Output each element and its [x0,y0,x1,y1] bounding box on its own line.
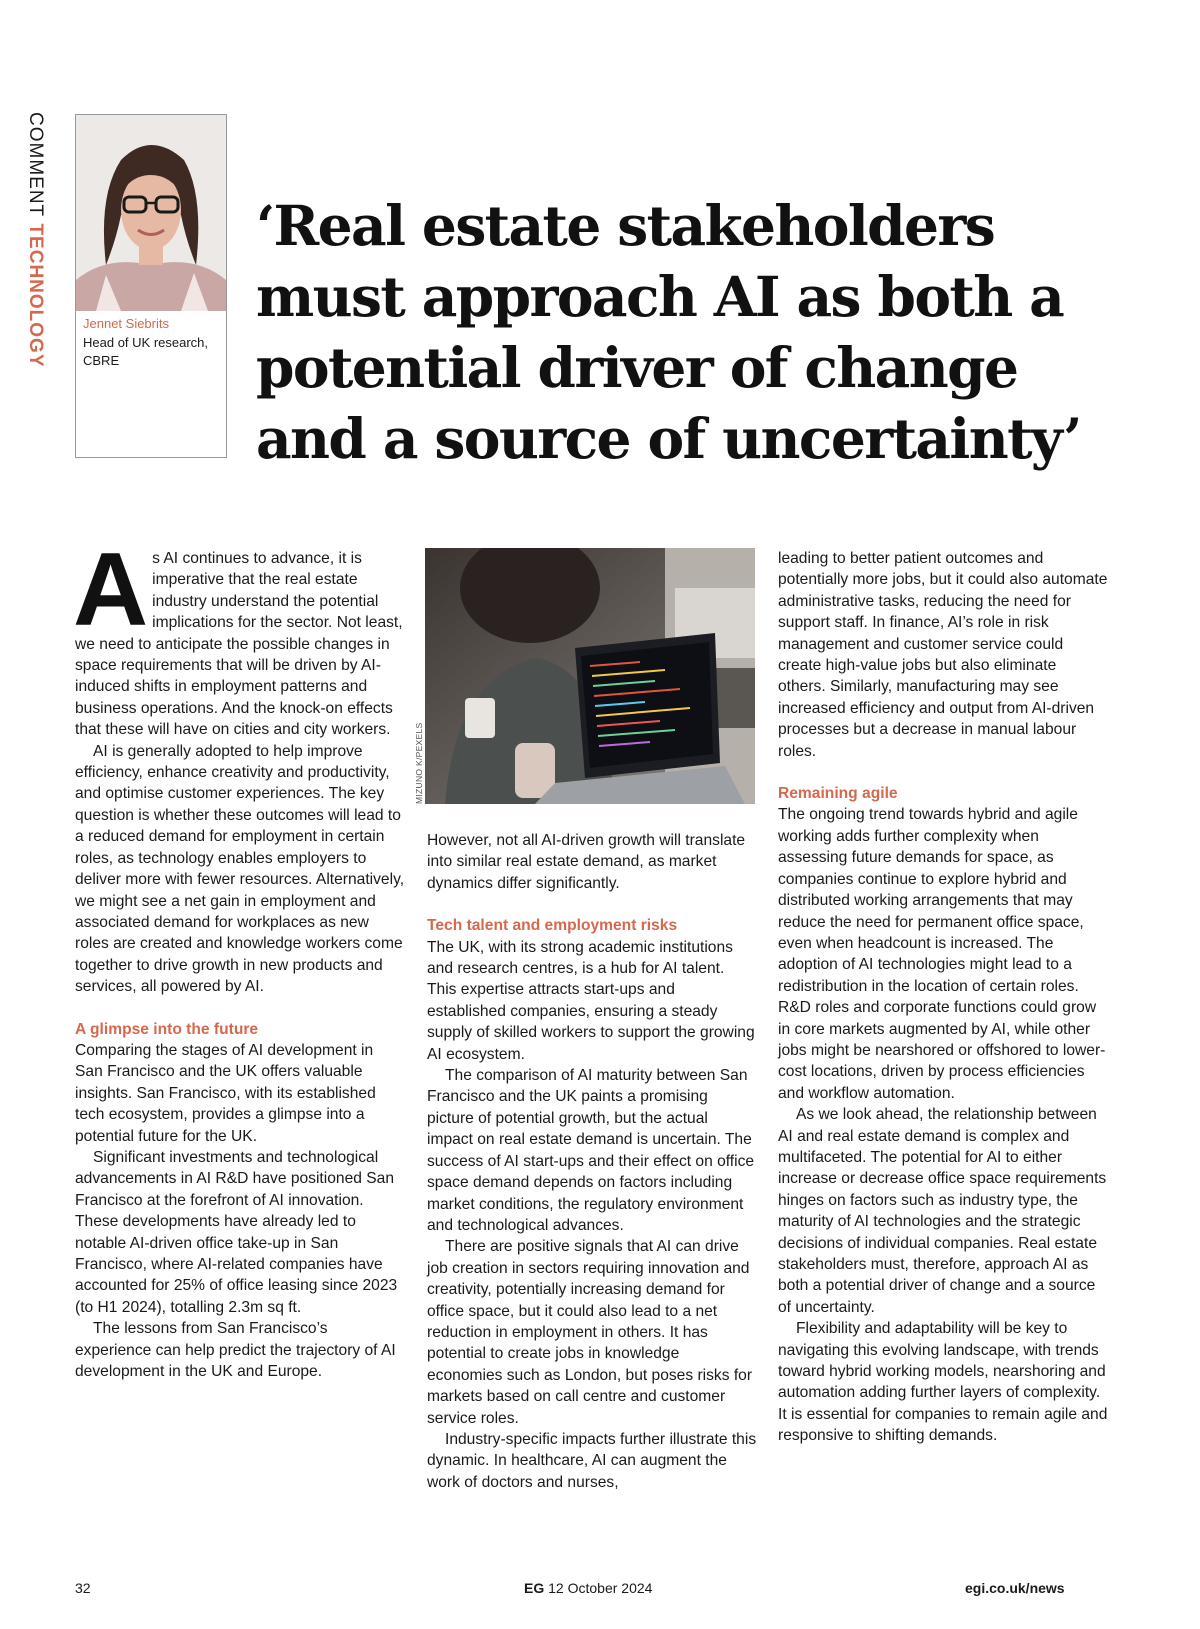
subheading: Remaining agile [778,785,898,803]
paragraph: Flexibility and adaptability will be key to navigating this evolving landscape, with trends toward hybrid working models, nearshoring and automation adding further layers of complexity. It is essential for companies to remain agile and responsive to shifting demands. [778,1320,1108,1445]
author-name: Jennet Siebrits [83,316,169,331]
article-column-2 [414,548,757,1493]
paragraph: The comparison of AI maturity between San Francisco and the UK paints a promising picture of potential growth, but the actual impact on real estate demand is uncertain. The success of AI start-ups and their effect on office space demand depends on factors including market conditions, the regulatory environment and technological advances. [427,1067,755,1234]
article-column-1 [73,532,405,1382]
paragraph: However, not all AI-driven growth will translate into similar real estate demand, as market dynamics differ significantly. [427,832,746,892]
paragraph: Significant investments and technological advancements in AI R&D have positioned San Francisco at the forefront of AI innovation. These developments have already led to notable AI-driven office take-up in San Francisco, where AI-related companies have accounted for 25% of office leasing since 2023 (to H1 2024), totalling 2.3m sq ft. [75,1148,398,1316]
paragraph: Comparing the stages of AI development in San Francisco and the UK offers valuable insights. San Francisco, with its established tech ecosystem, provides a glimpse into a potential future for the UK. [75,1041,376,1145]
article-column-3 [778,548,1108,1447]
section-name: TECHNOLOGY [25,223,46,368]
paragraph: The UK, with its strong academic institutions and research centres, is a hub for AI talent. This expertise attracts start-ups and established companies, ensuring a steady supply of skilled workers to support the growing AI ecosystem. [427,938,755,1063]
drop-cap: A [73,532,149,648]
paragraph [73,532,405,741]
paragraph: leading to better patient outcomes and potentially more jobs, but it could also automate administrative tasks, reducing the need for support staff. In finance, AI’s role in risk management and customer service could create high-value jobs but also eliminate others. Similarly, manufacturing may see increased efficiency and output from AI-driven processes but a decrease in manual labour roles. [778,550,1108,760]
page-number: 32 [75,1580,91,1596]
author-portrait [76,115,226,311]
author-card [75,114,227,458]
photo-credit: MIZUNO K/PEXELS [414,722,424,804]
paragraph: The ongoing trend towards hybrid and agile working adds further complexity when assessing future demands for space, as companies continue to explore hybrid and distributed working arrangements that may reduce the need for permanent office space, even when headcount is increased. The adoption of AI technologies might lead to a redistribution in the location of certain roles. R&D roles and corporate functions could grow in core markets augmented by AI, while other jobs might be nearshored or offshored to lower-cost locations, driven by process efficiencies and workflow automation. [778,806,1106,1102]
publication-name: EG [524,1580,545,1596]
publication-info [524,1580,652,1596]
headline: ‘Real estate stakeholders must approach AI as both a potential driver of change and a source of uncertainty’ [256,193,1081,471]
publication-date: 12 October 2024 [548,1580,653,1596]
paragraph: AI is generally adopted to help improve efficiency, enhance creativity and productivity, and optimise customer experiences. The key question is whether these outcomes will lead to a reduced demand for employment in certain roles, as technology enables employers to deliver more with fewer resources. Alternatively, we might see a net gain in employment and associated demand for workplaces as new roles are created and knowledge workers come together to drive growth in new products and services, all powered by AI. [75,742,405,996]
paragraph: There are positive signals that AI can drive job creation in sectors requiring innovation and creativity, potentially increasing demand for office space, but it could also lead to a net reduction in employment in others. It has potential to create jobs in knowledge economies such as London, but poses risks for markets based on call centre and customer service roles. [427,1238,753,1427]
section-prefix: COMMENT [25,112,46,218]
author-role: Head of UK research, CBRE [83,335,209,368]
website-link[interactable]: egi.co.uk/news [965,1580,1065,1596]
paragraph: As we look ahead, the relationship between AI and real estate demand is complex and multifaceted. The potential for AI to either increase or decrease office space requirements hinges on factors such as industry type, the maturity of AI technologies and the strategic decisions of individual companies. Real estate stakeholders must, therefore, approach AI as both a potential driver of change and a source of uncertainty. [778,1106,1107,1316]
paragraph: The lessons from San Francisco’s experience can help predict the trajectory of AI development in the UK and Europe. [75,1320,396,1381]
laptop-photo [425,548,755,804]
subheading: A glimpse into the future [75,1020,259,1038]
paragraph: Industry-specific impacts further illustrate this dynamic. In healthcare, AI can augment the work of doctors and nurses, [427,1430,757,1491]
paragraph-text: s AI continues to advance, it is imperative that the real estate industry understand the potential implications for the sector. Not least, we need to anticipate the possible changes in space requirements that will be driven by AI-induced shifts in employment patterns and business operations. And the knock-on effects that these will have on cities and city workers. [75,550,403,739]
section-label [24,112,46,368]
subheading: Tech talent and employment risks [427,917,678,935]
article-photo [409,548,755,804]
